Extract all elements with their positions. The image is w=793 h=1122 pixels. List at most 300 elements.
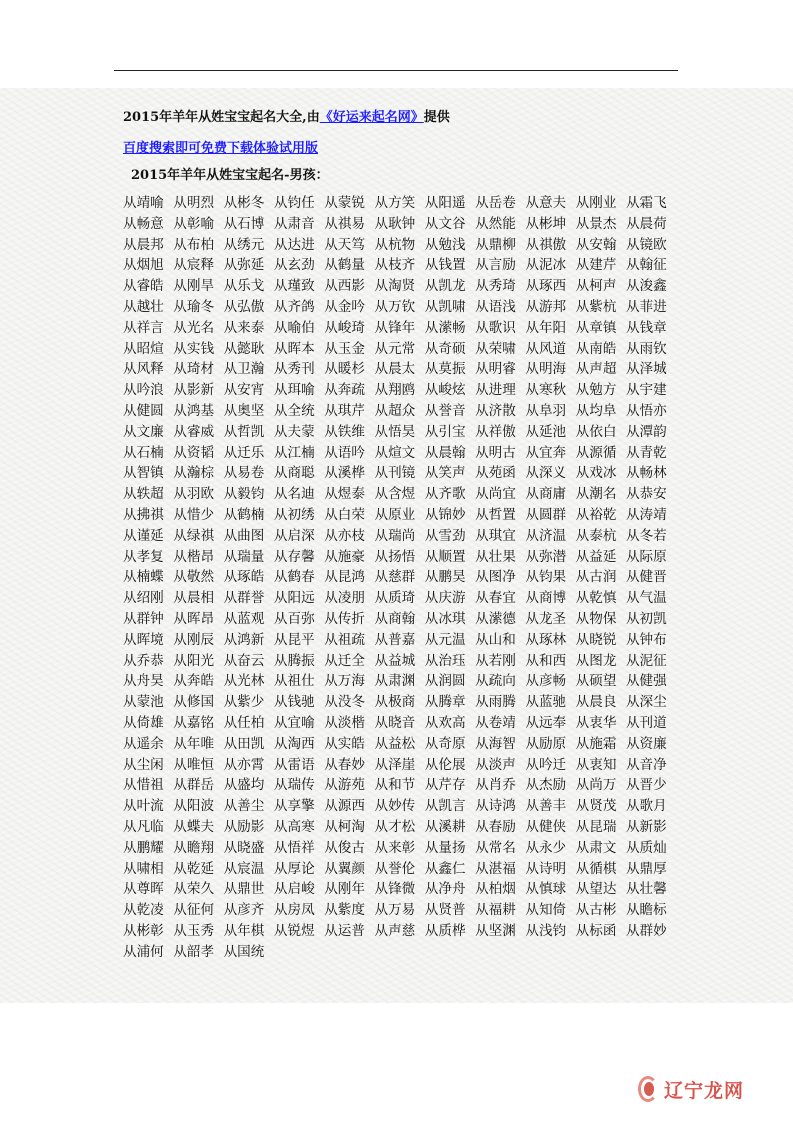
name-item: 从厚论 [273, 860, 315, 877]
name-item: 从尚宜 [475, 486, 516, 503]
name-item: 从南皓 [575, 340, 617, 357]
name-item: 从古润 [575, 569, 617, 586]
name-item: 从百弥 [273, 610, 315, 627]
name-item: 从翰征 [625, 257, 667, 274]
name-item: 从鼎柳 [475, 236, 516, 253]
name-item: 从益延 [575, 548, 617, 565]
name-item: 从顺置 [424, 548, 466, 565]
name-item: 从文廉 [123, 423, 164, 440]
name-item: 从奋云 [223, 652, 265, 669]
name-item: 从来泰 [223, 319, 265, 336]
name-item: 从悟祥 [273, 839, 315, 856]
name-item: 从益城 [374, 652, 416, 669]
name-item: 从宇建 [625, 382, 667, 399]
name-item: 从善丰 [525, 798, 567, 815]
name-item: 从鹤楠 [223, 506, 265, 523]
name-item: 从资韬 [173, 444, 215, 461]
name-item: 从肃音 [273, 215, 315, 232]
name-item: 从泥征 [625, 652, 667, 669]
name-item: 从勉浅 [424, 236, 466, 253]
site-link[interactable]: 《好运来起名网》 [319, 110, 424, 125]
name-item: 从雨腾 [475, 694, 516, 711]
name-item: 从泥冰 [525, 257, 567, 274]
name-item: 从宜喻 [273, 714, 315, 731]
name-item: 从喻伯 [273, 319, 315, 336]
name-item: 从畅意 [123, 215, 164, 232]
name-item: 从永少 [525, 839, 567, 856]
name-item: 从凯龙 [424, 278, 466, 295]
name-item: 从雪劲 [424, 527, 466, 544]
name-item: 从施霜 [575, 735, 617, 752]
name-item: 从晨翰 [424, 444, 466, 461]
name-item: 从乐戈 [223, 278, 265, 295]
name-item: 从没冬 [324, 694, 365, 711]
name-item: 从瑞量 [223, 548, 265, 565]
name-item: 从刚业 [575, 195, 617, 211]
name-item: 从语浅 [475, 298, 516, 315]
name-item: 从天笃 [324, 236, 365, 253]
name-item: 从卫瀚 [223, 361, 265, 378]
name-item: 从布柏 [173, 236, 215, 253]
name-item: 从群钟 [123, 610, 164, 627]
name-item: 从潆畅 [424, 319, 466, 336]
name-item: 从蓝驰 [525, 694, 567, 711]
name-item: 从绣元 [223, 236, 265, 253]
document-title [123, 107, 683, 128]
name-item: 从才松 [374, 818, 416, 835]
name-item: 从尘闲 [123, 756, 164, 773]
name-item: 从紫度 [324, 902, 365, 919]
name-item: 从荣啸 [475, 340, 516, 357]
name-item: 从元温 [424, 631, 466, 648]
name-item: 从瞻标 [625, 902, 667, 919]
name-item: 从壮果 [475, 548, 516, 565]
name-item: 从悟昊 [374, 423, 416, 440]
name-item: 从新影 [625, 818, 667, 835]
name-item: 从惜祖 [123, 777, 164, 794]
name-item: 从盛均 [223, 777, 265, 794]
name-item: 从歌月 [625, 798, 667, 815]
name-item: 从春励 [475, 818, 516, 835]
name-item: 从啸相 [123, 860, 164, 877]
name-item: 从紫少 [223, 694, 265, 711]
name-item: 从钱置 [424, 257, 466, 274]
name-item: 从弥延 [223, 257, 265, 274]
name-item: 从晖本 [273, 340, 315, 357]
name-item: 从阳遥 [424, 195, 466, 211]
name-item: 从琦材 [173, 361, 215, 378]
name-item: 从均阜 [575, 402, 617, 419]
name-item: 从琪芹 [324, 402, 365, 419]
name-item: 从蒙池 [123, 694, 164, 711]
name-item: 从阳波 [173, 798, 215, 815]
name-item: 从深义 [525, 465, 567, 482]
name-item: 从存馨 [273, 548, 315, 565]
name-item: 从晋少 [625, 777, 667, 794]
name-item: 从迁全 [324, 652, 365, 669]
name-item: 从谨延 [123, 527, 164, 544]
name-item: 从亦枝 [324, 527, 365, 544]
name-item: 从昆瑞 [575, 818, 617, 835]
name-item: 从毅钧 [223, 486, 265, 503]
name-item: 从秀琦 [475, 278, 516, 295]
name-item: 从鑫仁 [424, 860, 466, 877]
name-item: 从唯恒 [173, 756, 215, 773]
name-item: 从房凤 [273, 902, 315, 919]
name-item: 从声慈 [374, 922, 416, 939]
name-item: 从鼎世 [223, 881, 265, 898]
name-item: 从扬悟 [374, 548, 416, 565]
name-item: 从晨良 [575, 694, 617, 711]
name-item: 从商聪 [273, 465, 315, 482]
title-prefix: 2015年羊年从姓宝宝起名大全,由 [123, 110, 320, 125]
name-item: 从图龙 [575, 652, 617, 669]
name-item: 从芹存 [424, 777, 466, 794]
name-item: 从刚辰 [173, 631, 215, 648]
name-item: 从奇原 [424, 735, 466, 752]
name-item: 从齐歌 [424, 486, 466, 503]
name-item: 从尚万 [575, 777, 617, 794]
name-item: 从乔恭 [123, 652, 164, 669]
name-item: 从曲图 [223, 527, 265, 544]
name-item: 从锦妙 [424, 506, 466, 523]
name-item: 从进理 [475, 382, 516, 399]
name-item: 从柯声 [575, 278, 617, 295]
name-item: 从资廉 [625, 735, 667, 752]
name-item: 从寒秋 [525, 382, 567, 399]
name-item: 从际原 [625, 548, 667, 565]
name-item: 从量扬 [424, 839, 466, 856]
name-item: 从励影 [223, 818, 265, 835]
name-item: 从凌朋 [324, 590, 365, 607]
name-item: 从妙传 [374, 798, 416, 815]
name-item: 从苑函 [475, 465, 516, 482]
name-item: 从国统 [223, 943, 265, 960]
name-item: 从晓锐 [575, 631, 617, 648]
name-item: 从慈群 [374, 569, 416, 586]
name-item: 从腾振 [273, 652, 315, 669]
name-item: 从奥坚 [223, 402, 265, 419]
name-item: 从贤茂 [575, 798, 617, 815]
name-item: 从刊道 [625, 714, 667, 731]
name-item: 从凯啸 [424, 298, 466, 315]
name-item: 从古彬 [575, 902, 617, 919]
name-item: 从群岳 [173, 777, 215, 794]
document-body [123, 107, 683, 962]
name-item: 从鹤春 [273, 569, 315, 586]
name-item: 从誉伦 [374, 860, 416, 877]
download-link[interactable]: 百度搜索即可免费下载体验试用版 [123, 141, 319, 156]
name-item: 从万易 [374, 902, 416, 919]
name-item: 从启峻 [273, 881, 315, 898]
name-item: 从雨钦 [625, 340, 667, 357]
watermark-text: 辽宁龙网 [664, 1079, 745, 1102]
name-item: 从标函 [575, 922, 617, 939]
name-item: 从懿耿 [223, 340, 265, 357]
name-item: 从玉金 [324, 340, 365, 357]
name-item: 从祺易 [324, 215, 365, 232]
name-item: 从万海 [324, 673, 365, 690]
name-item: 从启深 [273, 527, 315, 544]
name-item: 从柯淘 [324, 818, 365, 835]
name-item: 从欢高 [424, 714, 466, 731]
name-item: 从冰琪 [424, 610, 466, 627]
name-item: 从齐鸽 [273, 298, 315, 315]
name-item: 从湛福 [475, 860, 516, 877]
name-item: 从淡声 [475, 756, 516, 773]
name-item: 从润圆 [424, 673, 466, 690]
name-item: 从善尘 [223, 798, 265, 815]
name-item: 从瑾致 [273, 278, 315, 295]
name-item: 从弥潜 [525, 548, 567, 565]
name-item: 从峻炫 [424, 382, 466, 399]
name-item: 从初绣 [273, 506, 315, 523]
name-item: 从敬然 [173, 569, 215, 586]
name-item: 从煜泰 [324, 486, 365, 503]
name-item: 从舟昊 [123, 673, 164, 690]
name-item: 从昆鸿 [324, 569, 365, 586]
name-item: 从征何 [173, 902, 215, 919]
name-item: 从瑞尚 [374, 527, 416, 544]
name-item: 从嘉铭 [173, 714, 215, 731]
name-item: 从睿皓 [123, 278, 164, 295]
name-item: 从钱章 [625, 319, 667, 336]
name-item: 从雷语 [273, 756, 315, 773]
name-item: 从祥傲 [475, 423, 516, 440]
name-item: 从净舟 [424, 881, 466, 898]
name-item: 从质灿 [625, 839, 667, 856]
name-item: 从蝶夫 [173, 818, 215, 835]
name-item: 从哲凯 [223, 423, 265, 440]
name-item: 从实钱 [173, 340, 215, 357]
name-item: 从煊文 [374, 444, 416, 461]
name-item: 从秀刊 [273, 361, 315, 378]
name-item: 从田凯 [223, 735, 265, 752]
name-item: 从锋年 [374, 319, 416, 336]
name-item: 从泽崖 [374, 756, 416, 773]
name-item: 从明睿 [475, 361, 516, 378]
name-item: 从延池 [525, 423, 567, 440]
name-item: 从庆游 [424, 590, 466, 607]
name-item: 从阳光 [173, 652, 215, 669]
name-item: 从翔鸥 [374, 382, 416, 399]
name-item: 从悟亦 [625, 402, 667, 419]
name-item: 从高寒 [273, 818, 315, 835]
name-item: 从疏向 [475, 673, 516, 690]
name-item: 从章镇 [575, 319, 617, 336]
name-item: 从奔疏 [324, 382, 365, 399]
name-item: 从凯言 [424, 798, 466, 815]
name-item: 从莫振 [424, 361, 466, 378]
name-item: 从琢皓 [223, 569, 265, 586]
name-item: 从青乾 [625, 444, 667, 461]
name-item: 从迁乐 [223, 444, 265, 461]
name-item: 从楷昂 [173, 548, 215, 565]
name-item: 从年棋 [223, 922, 265, 939]
name-item: 从游苑 [324, 777, 365, 794]
name-item: 从绍刚 [123, 590, 164, 607]
name-item: 从荣久 [173, 881, 215, 898]
name-item: 从冬若 [625, 527, 667, 544]
name-item: 从元常 [374, 340, 416, 357]
name-item: 从叶流 [123, 798, 164, 815]
name-item: 从杰励 [525, 777, 567, 794]
name-item: 从枝齐 [374, 257, 416, 274]
name-item: 从原业 [374, 506, 416, 523]
name-item: 从光林 [223, 673, 265, 690]
name-item: 从福耕 [475, 902, 516, 919]
name-item: 从白荣 [324, 506, 365, 523]
name-item: 从靖喻 [123, 195, 164, 211]
name-item: 从俊古 [324, 839, 365, 856]
name-item: 从潮名 [575, 486, 617, 503]
name-item: 从夫蒙 [273, 423, 315, 440]
name-item: 从晖昂 [173, 610, 215, 627]
name-item: 从菲进 [625, 298, 667, 315]
name-item: 从祖仕 [273, 673, 315, 690]
name-item: 从运普 [324, 922, 365, 939]
name-item: 从易卷 [223, 465, 265, 482]
name-item: 从肃渊 [374, 673, 416, 690]
name-item: 从孝复 [123, 548, 164, 565]
name-item: 从肃文 [575, 839, 617, 856]
name-item: 从祥言 [123, 319, 164, 336]
name-item: 从质桦 [424, 922, 466, 939]
name-item: 从建芹 [575, 257, 617, 274]
name-item: 从影新 [173, 382, 215, 399]
name-item: 从暖杉 [324, 361, 365, 378]
name-item: 从诗鸿 [475, 798, 516, 815]
name-item: 从翼颜 [324, 860, 365, 877]
name-item: 从瑞传 [273, 777, 315, 794]
name-item: 从浚鑫 [625, 278, 667, 295]
name-item: 从春宜 [475, 590, 516, 607]
name-item: 从健侠 [525, 818, 567, 835]
name-item: 从石楠 [123, 444, 164, 461]
name-item: 从文谷 [424, 215, 466, 232]
name-item: 从杭物 [374, 236, 416, 253]
name-item: 从衷华 [575, 714, 617, 731]
name-item: 从群誉 [223, 590, 265, 607]
name-item: 从鼎厚 [625, 860, 667, 877]
name-item: 从琢西 [525, 278, 567, 295]
name-item: 从乾慎 [575, 590, 617, 607]
name-item: 从施豪 [324, 548, 365, 565]
name-item: 从声超 [575, 361, 617, 378]
name-item: 从琪宜 [475, 527, 516, 544]
name-item: 从晨邦 [123, 236, 164, 253]
title-suffix: 提供 [423, 110, 450, 125]
name-item: 从超众 [374, 402, 416, 419]
name-item: 从来彰 [374, 839, 416, 856]
name-item: 从哲置 [475, 506, 516, 523]
name-item: 从游邦 [525, 298, 567, 315]
name-item: 从质琦 [374, 590, 416, 607]
name-item: 从拂祺 [123, 506, 164, 523]
name-item: 从言励 [475, 257, 516, 274]
name-item: 从晓盛 [223, 839, 265, 856]
logo-icon [636, 1074, 660, 1104]
name-item: 从刚旱 [173, 278, 215, 295]
name-item: 从图净 [475, 569, 516, 586]
name-item: 从笑声 [424, 465, 466, 482]
name-item: 从烟旭 [123, 257, 164, 274]
name-item: 从年阳 [525, 319, 567, 336]
name-item: 从惜少 [173, 506, 215, 523]
name-item: 从鹏耀 [123, 839, 164, 856]
name-item: 从珥喻 [273, 382, 315, 399]
name-item: 从鹤量 [324, 257, 365, 274]
name-item: 从铁维 [324, 423, 365, 440]
name-item: 从鹏昊 [424, 569, 466, 586]
name-item: 从亦霄 [223, 756, 265, 773]
name-item: 从西影 [324, 278, 365, 295]
name-item: 从峻琦 [324, 319, 365, 336]
name-item: 从方笑 [374, 195, 416, 211]
name-item: 从物保 [575, 610, 617, 627]
name-item: 从岳卷 [475, 195, 516, 211]
name-item: 从含煜 [374, 486, 416, 503]
header-rule [114, 70, 678, 71]
name-item: 从耿钟 [374, 215, 416, 232]
name-item: 从阜羽 [525, 402, 567, 419]
name-item: 从瑜冬 [173, 298, 215, 315]
name-item: 从楠蝶 [123, 569, 164, 586]
name-item: 从安宵 [223, 382, 265, 399]
name-item: 从山和 [475, 631, 516, 648]
name-item: 从修国 [173, 694, 215, 711]
name-item: 从济温 [525, 527, 567, 544]
name-item: 从景杰 [575, 215, 617, 232]
name-item: 从气温 [625, 590, 667, 607]
name-item: 从琢林 [525, 631, 567, 648]
name-item: 从柏烟 [475, 881, 516, 898]
name-item: 从明烈 [173, 195, 215, 211]
name-item: 从羽欧 [173, 486, 215, 503]
name-item: 从绿祺 [173, 527, 215, 544]
name-item: 从万钦 [374, 298, 416, 315]
name-item: 从誉音 [424, 402, 466, 419]
name-item: 从商博 [525, 590, 567, 607]
name-item: 从祺傲 [525, 236, 567, 253]
name-item: 从知倚 [525, 902, 567, 919]
name-item: 从诗明 [525, 860, 567, 877]
name-item: 从淘西 [273, 735, 315, 752]
name-item: 从望达 [575, 881, 617, 898]
name-item: 从溪桦 [324, 465, 365, 482]
name-item: 从贤普 [424, 902, 466, 919]
name-item: 从锋微 [374, 881, 416, 898]
name-item: 从慎球 [525, 881, 567, 898]
name-item: 从引宝 [424, 423, 466, 440]
name-item: 从蒙锐 [324, 195, 365, 211]
name-item: 从瀚棕 [173, 465, 215, 482]
name-item: 从吟迁 [525, 756, 567, 773]
name-item: 从泽城 [625, 361, 667, 378]
name-item: 从宜奔 [525, 444, 567, 461]
name-item: 从晓音 [374, 714, 416, 731]
name-item: 从钟布 [625, 631, 667, 648]
name-item: 从依白 [575, 423, 617, 440]
name-item: 从韶孝 [173, 943, 215, 960]
name-item: 从浅钧 [525, 922, 567, 939]
name-item: 从潭韵 [625, 423, 667, 440]
name-item: 从彦齐 [223, 902, 265, 919]
name-item: 从晖境 [123, 631, 164, 648]
name-item: 从晨太 [374, 361, 416, 378]
name-item: 从壮馨 [625, 881, 667, 898]
name-item: 从祖疏 [324, 631, 365, 648]
